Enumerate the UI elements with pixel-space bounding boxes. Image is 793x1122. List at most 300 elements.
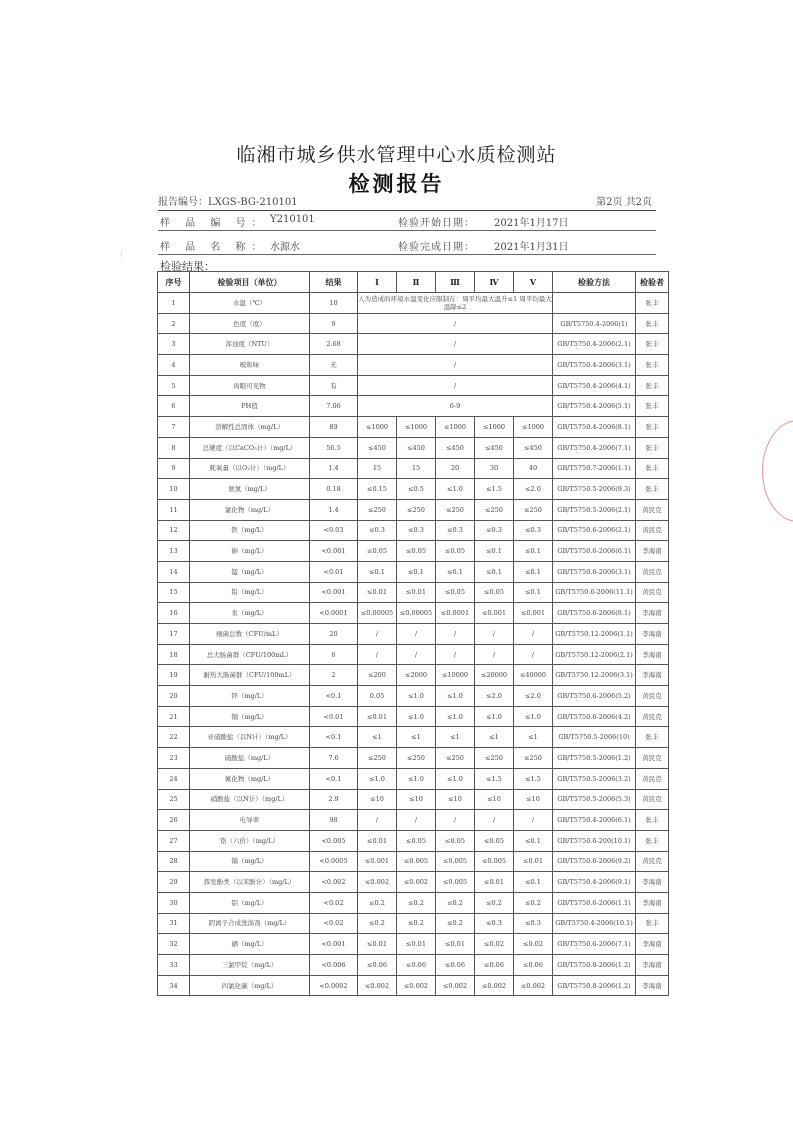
- cell-result: 10: [310, 293, 358, 314]
- cell-method: GB/T5750.4-2006(3.1): [553, 355, 636, 376]
- cell-class-2: ≤0.1: [397, 561, 436, 582]
- cell-no: 5: [158, 375, 190, 396]
- cell-tester: 张丰: [636, 417, 669, 438]
- cell-class-1: ≤1: [358, 727, 397, 748]
- cell-item: 电导率: [190, 810, 310, 831]
- cell-class-5: ≤0.06: [514, 955, 553, 976]
- cell-class-4: ≤0.06: [475, 955, 514, 976]
- col-header-class-3: Ⅲ: [436, 272, 475, 293]
- cell-result: 有: [310, 375, 358, 396]
- table-row: [158, 313, 669, 334]
- cell-class-2: ≤0.005: [397, 851, 436, 872]
- cell-tester: 黄民克: [636, 520, 669, 541]
- cell-class-1: ≤250: [358, 748, 397, 769]
- col-header-item: 检验项目（单位）: [190, 272, 310, 293]
- cell-no: 16: [158, 603, 190, 624]
- table-row: [158, 665, 669, 686]
- cell-tester: 张丰: [636, 396, 669, 417]
- table-row: [158, 748, 669, 769]
- cell-no: 10: [158, 479, 190, 500]
- cell-class-5: ≤450: [514, 437, 553, 458]
- cell-class-5: ≤2.0: [514, 479, 553, 500]
- cell-method: GB/T5750.6-2006(7.1): [553, 934, 636, 955]
- cell-item: 色度（度）: [190, 313, 310, 334]
- col-header-no: 序号: [158, 272, 190, 293]
- cell-class-1: ≤0.01: [358, 582, 397, 603]
- cell-item: 嗅和味: [190, 355, 310, 376]
- cell-no: 25: [158, 789, 190, 810]
- cell-class-2: ≤1000: [397, 417, 436, 438]
- cell-class-4: ≤0.02: [475, 934, 514, 955]
- cell-class-4: ≤450: [475, 437, 514, 458]
- cell-method: GB/T5750.6-2006(11.1): [553, 582, 636, 603]
- results-heading: 检验结果：: [160, 260, 215, 273]
- cell-class-2: ≤250: [397, 499, 436, 520]
- cell-standard-merged: /: [358, 375, 553, 396]
- cell-class-4: ≤1: [475, 727, 514, 748]
- cell-tester: 李海南: [636, 892, 669, 913]
- cell-class-5: ≤1.5: [514, 768, 553, 789]
- sample-name-label: 样 品 名 称：: [160, 242, 268, 253]
- cell-class-3: ≤0.0001: [436, 603, 475, 624]
- cell-class-3: ≤10000: [436, 665, 475, 686]
- cell-class-3: ≤1.0: [436, 768, 475, 789]
- cell-result: 无: [310, 355, 358, 376]
- cell-method: GB/T5750.6-2006(1.1): [553, 892, 636, 913]
- cell-tester: 李海南: [636, 872, 669, 893]
- cell-class-4: ≤1.5: [475, 768, 514, 789]
- cell-class-4: ≤0.2: [475, 892, 514, 913]
- cell-class-4: ≤0.3: [475, 913, 514, 934]
- cell-tester: 张丰: [636, 479, 669, 500]
- cell-method: GB/T5750.12-2006(1.1): [553, 624, 636, 645]
- cell-item: 挥发酚类（以苯酚计）（mg/L）: [190, 872, 310, 893]
- cell-class-3: ≤250: [436, 499, 475, 520]
- cell-class-1: /: [358, 644, 397, 665]
- cell-class-3: ≤0.05: [436, 582, 475, 603]
- table-row: [158, 417, 669, 438]
- cell-class-5: /: [514, 624, 553, 645]
- table-row: [158, 706, 669, 727]
- cell-class-5: ≤0.1: [514, 872, 553, 893]
- cell-class-4: ≤10: [475, 789, 514, 810]
- cell-no: 24: [158, 768, 190, 789]
- cell-method: GB/T5750.12-2006(3.1): [553, 665, 636, 686]
- cell-class-1: ≤0.05: [358, 541, 397, 562]
- cell-tester: 李海南: [636, 934, 669, 955]
- cell-item: PH值: [190, 396, 310, 417]
- cell-class-2: ≤0.05: [397, 541, 436, 562]
- table-row: [158, 561, 669, 582]
- cell-no: 30: [158, 892, 190, 913]
- cell-class-2: ≤0.002: [397, 975, 436, 996]
- cell-no: 3: [158, 334, 190, 355]
- table-row: [158, 499, 669, 520]
- cell-class-3: ≤0.06: [436, 955, 475, 976]
- cell-class-1: 0.05: [358, 686, 397, 707]
- cell-result: <0.1: [310, 768, 358, 789]
- cell-class-2: ≤2000: [397, 665, 436, 686]
- cell-result: <0.001: [310, 582, 358, 603]
- cell-result: 7.6: [310, 748, 358, 769]
- cell-result: <0.1: [310, 727, 358, 748]
- cell-class-1: ≤0.1: [358, 561, 397, 582]
- cell-tester: 张丰: [636, 830, 669, 851]
- cell-class-4: ≤0.05: [475, 582, 514, 603]
- cell-class-4: ≤0.01: [475, 872, 514, 893]
- cell-class-2: ≤450: [397, 437, 436, 458]
- cell-no: 23: [158, 748, 190, 769]
- cell-class-3: ≤0.002: [436, 975, 475, 996]
- cell-class-5: ≤250: [514, 499, 553, 520]
- start-date-value: 2021年1月17日: [494, 218, 569, 229]
- cell-tester: 张丰: [636, 458, 669, 479]
- table-row: [158, 355, 669, 376]
- cell-tester: 张丰: [636, 437, 669, 458]
- table-row: [158, 851, 669, 872]
- cell-class-1: ≤0.01: [358, 830, 397, 851]
- start-date-label: 检验开始日期：: [398, 218, 475, 229]
- cell-result: 1.4: [310, 458, 358, 479]
- cell-class-5: /: [514, 644, 553, 665]
- cell-tester: 李海南: [636, 975, 669, 996]
- cell-class-5: /: [514, 810, 553, 831]
- cell-class-2: ≤0.05: [397, 830, 436, 851]
- cell-result: 2: [310, 665, 358, 686]
- col-header-class-5: Ⅴ: [514, 272, 553, 293]
- cell-method: GB/T5750.8-2006(1.2): [553, 975, 636, 996]
- info-divider-1: [158, 230, 656, 231]
- col-header-method: 检验方法: [553, 272, 636, 293]
- table-row: [158, 520, 669, 541]
- table-row: [158, 872, 669, 893]
- cell-class-4: /: [475, 644, 514, 665]
- cell-item: 锌（mg/L）: [190, 686, 310, 707]
- cell-class-4: ≤0.1: [475, 541, 514, 562]
- edge-mark: ⁝: [120, 250, 123, 260]
- cell-no: 31: [158, 913, 190, 934]
- cell-class-2: ≤0.2: [397, 892, 436, 913]
- cell-class-1: ≤0.002: [358, 872, 397, 893]
- cell-result: <0.02: [310, 892, 358, 913]
- cell-class-5: ≤10: [514, 789, 553, 810]
- cell-tester: 张丰: [636, 913, 669, 934]
- cell-method: GB/T5750.6-2006(9.2): [553, 851, 636, 872]
- end-date-value: 2021年1月31日: [494, 242, 569, 253]
- cell-class-1: /: [358, 624, 397, 645]
- cell-result: 2.9: [310, 789, 358, 810]
- cell-class-3: ≤450: [436, 437, 475, 458]
- cell-result: 6: [310, 644, 358, 665]
- cell-method: GB/T5750.12-2006(2.1): [553, 644, 636, 665]
- cell-tester: 李海南: [636, 665, 669, 686]
- cell-class-2: /: [397, 810, 436, 831]
- cell-class-3: ≤250: [436, 748, 475, 769]
- cell-item: 浑浊度（NTU）: [190, 334, 310, 355]
- cell-tester: 李海南: [636, 603, 669, 624]
- cell-class-3: ≤0.01: [436, 934, 475, 955]
- cell-class-5: ≤2.0: [514, 686, 553, 707]
- cell-class-2: ≤10: [397, 789, 436, 810]
- cell-class-2: /: [397, 644, 436, 665]
- cell-tester: 张丰: [636, 334, 669, 355]
- cell-class-1: ≤0.01: [358, 934, 397, 955]
- cell-result: <0.01: [310, 706, 358, 727]
- cell-result: <0.001: [310, 934, 358, 955]
- page-indicator: 第2页 共2页: [596, 197, 652, 208]
- cell-item: 水温（℃）: [190, 293, 310, 314]
- cell-class-2: ≤0.01: [397, 582, 436, 603]
- cell-item: 氨氮（mg/L）: [190, 479, 310, 500]
- cell-class-1: ≤0.06: [358, 955, 397, 976]
- cell-tester: 黄民克: [636, 851, 669, 872]
- cell-result: 0.18: [310, 479, 358, 500]
- table-row: [158, 768, 669, 789]
- cell-item: 总大肠菌群（CFU/100mL）: [190, 644, 310, 665]
- cell-tester: 张丰: [636, 727, 669, 748]
- cell-tester: 张丰: [636, 355, 669, 376]
- cell-tester: 张丰: [636, 293, 669, 314]
- end-date-label: 检验完成日期：: [398, 242, 475, 253]
- cell-item: 总硬度（以CaCO₃计）（mg/L）: [190, 437, 310, 458]
- cell-item: 铁（mg/L）: [190, 520, 310, 541]
- cell-class-4: ≤0.001: [475, 603, 514, 624]
- cell-method: GB/T5750.6-2006(5.2): [553, 686, 636, 707]
- table-row: [158, 334, 669, 355]
- cell-result: 56.5: [310, 437, 358, 458]
- table-row: [158, 975, 669, 996]
- cell-result: <0.006: [310, 955, 358, 976]
- cell-item: 肉眼可见物: [190, 375, 310, 396]
- cell-item: 细菌总数（CFU/mL）: [190, 624, 310, 645]
- cell-tester: 李海南: [636, 955, 669, 976]
- cell-tester: 李海南: [636, 541, 669, 562]
- cell-class-1: ≤0.00005: [358, 603, 397, 624]
- cell-result: <0.005: [310, 830, 358, 851]
- table-row: [158, 913, 669, 934]
- cell-no: 7: [158, 417, 190, 438]
- cell-class-2: ≤1.0: [397, 706, 436, 727]
- cell-class-4: /: [475, 810, 514, 831]
- cell-standard-merged: /: [358, 313, 553, 334]
- cell-tester: 张丰: [636, 313, 669, 334]
- cell-method: GB/T5750.4-2006(6.1): [553, 810, 636, 831]
- cell-tester: 黄民克: [636, 561, 669, 582]
- cell-no: 17: [158, 624, 190, 645]
- report-title: 检测报告: [348, 171, 445, 196]
- cell-class-2: ≤0.00005: [397, 603, 436, 624]
- cell-class-4: ≤1.0: [475, 706, 514, 727]
- col-header-result: 结果: [310, 272, 358, 293]
- cell-item: 硫酸盐（mg/L）: [190, 748, 310, 769]
- cell-class-1: ≤1.0: [358, 768, 397, 789]
- cell-item: 铬（六价）（mg/L）: [190, 830, 310, 851]
- cell-class-2: ≤0.5: [397, 479, 436, 500]
- cell-item: 锰（mg/L）: [190, 561, 310, 582]
- cell-result: 98: [310, 810, 358, 831]
- table-header-row: [158, 272, 669, 293]
- cell-class-2: ≤1.0: [397, 768, 436, 789]
- sample-no-value: Y210101: [270, 214, 315, 225]
- cell-item: 砷（mg/L）: [190, 541, 310, 562]
- cell-method: [553, 293, 636, 314]
- cell-class-3: ≤0.005: [436, 851, 475, 872]
- cell-class-4: ≤0.1: [475, 561, 514, 582]
- cell-method: GB/T5750.5-2006(10): [553, 727, 636, 748]
- cell-no: 4: [158, 355, 190, 376]
- cell-class-1: /: [358, 810, 397, 831]
- cell-class-4: ≤20000: [475, 665, 514, 686]
- cell-standard-merged: /: [358, 334, 553, 355]
- cell-method: GB/T5750.4-2006(1): [553, 313, 636, 334]
- cell-class-3: ≤10: [436, 789, 475, 810]
- cell-tester: 黄民克: [636, 499, 669, 520]
- cell-class-1: ≤450: [358, 437, 397, 458]
- cell-no: 14: [158, 561, 190, 582]
- cell-class-1: ≤0.01: [358, 706, 397, 727]
- cell-result: 1.4: [310, 499, 358, 520]
- cell-method: GB/T5750.5-2006(5.3): [553, 789, 636, 810]
- cell-method: GB/T5750.4-2006(8.1): [553, 417, 636, 438]
- cell-result: 2.68: [310, 334, 358, 355]
- cell-class-2: ≤1: [397, 727, 436, 748]
- cell-class-2: 15: [397, 458, 436, 479]
- cell-result: <0.02: [310, 913, 358, 934]
- cell-class-4: ≤0.05: [475, 830, 514, 851]
- cell-class-2: ≤0.01: [397, 934, 436, 955]
- cell-item: 硝酸盐（以N计）（mg/L）: [190, 789, 310, 810]
- seal-stamp: [762, 420, 793, 522]
- cell-result: <0.01: [310, 561, 358, 582]
- table-row: [158, 437, 669, 458]
- cell-no: 33: [158, 955, 190, 976]
- cell-no: 19: [158, 665, 190, 686]
- cell-class-3: /: [436, 810, 475, 831]
- org-name: 临湘市城乡供水管理中心水质检测站: [236, 144, 557, 166]
- cell-method: GB/T5750.6-200(10.1): [553, 830, 636, 851]
- cell-class-3: ≤0.3: [436, 520, 475, 541]
- table-row: [158, 789, 669, 810]
- sample-name-value: 水源水: [270, 242, 300, 253]
- cell-method: GB/T5750.8-2006(1.2): [553, 955, 636, 976]
- cell-method: GB/T5750.4-2006(4.1): [553, 375, 636, 396]
- cell-class-2: /: [397, 624, 436, 645]
- cell-class-2: ≤250: [397, 748, 436, 769]
- table-row: [158, 934, 669, 955]
- col-header-class-1: Ⅰ: [358, 272, 397, 293]
- table-row: [158, 644, 669, 665]
- cell-no: 1: [158, 293, 190, 314]
- cell-class-1: ≤200: [358, 665, 397, 686]
- cell-no: 15: [158, 582, 190, 603]
- cell-no: 8: [158, 437, 190, 458]
- cell-class-4: ≤0.002: [475, 975, 514, 996]
- cell-item: 亚硝酸盐（以N计）（mg/L）: [190, 727, 310, 748]
- cell-result: <0.0001: [310, 603, 358, 624]
- cell-class-5: ≤0.2: [514, 892, 553, 913]
- cell-no: 9: [158, 458, 190, 479]
- cell-item: 氯化物（mg/L）: [190, 499, 310, 520]
- table-row: [158, 541, 669, 562]
- cell-tester: 黄民克: [636, 582, 669, 603]
- cell-tester: 黄民克: [636, 706, 669, 727]
- cell-method: GB/T5750.6-2006(4.2): [553, 706, 636, 727]
- cell-class-1: 15: [358, 458, 397, 479]
- table-row: [158, 830, 669, 851]
- col-header-class-2: Ⅱ: [397, 272, 436, 293]
- cell-class-5: ≤250: [514, 748, 553, 769]
- cell-method: GB/T5750.4-2006(2.1): [553, 334, 636, 355]
- cell-class-3: ≤0.05: [436, 830, 475, 851]
- cell-result: <0.002: [310, 872, 358, 893]
- cell-class-5: ≤0.1: [514, 582, 553, 603]
- cell-no: 21: [158, 706, 190, 727]
- cell-class-3: ≤1.0: [436, 479, 475, 500]
- cell-item: 汞（mg/L）: [190, 603, 310, 624]
- cell-result: 7.06: [310, 396, 358, 417]
- cell-class-5: ≤0.02: [514, 934, 553, 955]
- cell-class-1: ≤0.3: [358, 520, 397, 541]
- cell-class-5: ≤1000: [514, 417, 553, 438]
- cell-class-4: ≤250: [475, 499, 514, 520]
- cell-no: 2: [158, 313, 190, 334]
- cell-result: 9: [310, 313, 358, 334]
- cell-no: 22: [158, 727, 190, 748]
- cell-class-5: ≤0.001: [514, 603, 553, 624]
- cell-method: GB/T5750.4-2006(10.1): [553, 913, 636, 934]
- table-row: [158, 582, 669, 603]
- table-row: [158, 892, 669, 913]
- cell-standard-merged: /: [358, 355, 553, 376]
- cell-standard-merged: 6-9: [358, 396, 553, 417]
- cell-class-4: 30: [475, 458, 514, 479]
- cell-class-5: ≤0.1: [514, 541, 553, 562]
- cell-class-3: ≤1000: [436, 417, 475, 438]
- cell-method: GB/T5750.6-2006(2.1): [553, 520, 636, 541]
- cell-class-5: ≤0.01: [514, 851, 553, 872]
- cell-class-1: ≤0.001: [358, 851, 397, 872]
- cell-result: <0.1: [310, 686, 358, 707]
- cell-class-5: ≤0.1: [514, 830, 553, 851]
- cell-method: GB/T5750.7-2006(1.1): [553, 458, 636, 479]
- report-meta: [158, 193, 656, 211]
- table-row: [158, 458, 669, 479]
- cell-class-5: ≤0.3: [514, 913, 553, 934]
- report-number: 报告编号：LXGS-BG-210101: [158, 197, 298, 208]
- cell-method: GB/T5750.6-2006(6.1): [553, 541, 636, 562]
- cell-method: GB/T5750.5-2006(9.3): [553, 479, 636, 500]
- cell-method: GB/T5750.5-2006(3.2): [553, 768, 636, 789]
- cell-method: GB/T5750.4-2006(5.1): [553, 396, 636, 417]
- table-row: [158, 396, 669, 417]
- cell-class-2: ≤0.002: [397, 872, 436, 893]
- cell-class-1: ≤0.2: [358, 892, 397, 913]
- cell-no: 13: [158, 541, 190, 562]
- cell-class-1: ≤0.2: [358, 913, 397, 934]
- results-table: [157, 271, 669, 996]
- cell-method: GB/T5750.4-2006(7.1): [553, 437, 636, 458]
- cell-no: 34: [158, 975, 190, 996]
- cell-no: 18: [158, 644, 190, 665]
- cell-no: 27: [158, 830, 190, 851]
- cell-class-5: ≤1.0: [514, 706, 553, 727]
- cell-class-3: /: [436, 644, 475, 665]
- cell-class-3: ≤1.0: [436, 686, 475, 707]
- cell-result: <0.0005: [310, 851, 358, 872]
- cell-item: 三氯甲烷（mg/L）: [190, 955, 310, 976]
- cell-item: 硒（mg/L）: [190, 934, 310, 955]
- cell-item: 溶解性总固体（mg/L）: [190, 417, 310, 438]
